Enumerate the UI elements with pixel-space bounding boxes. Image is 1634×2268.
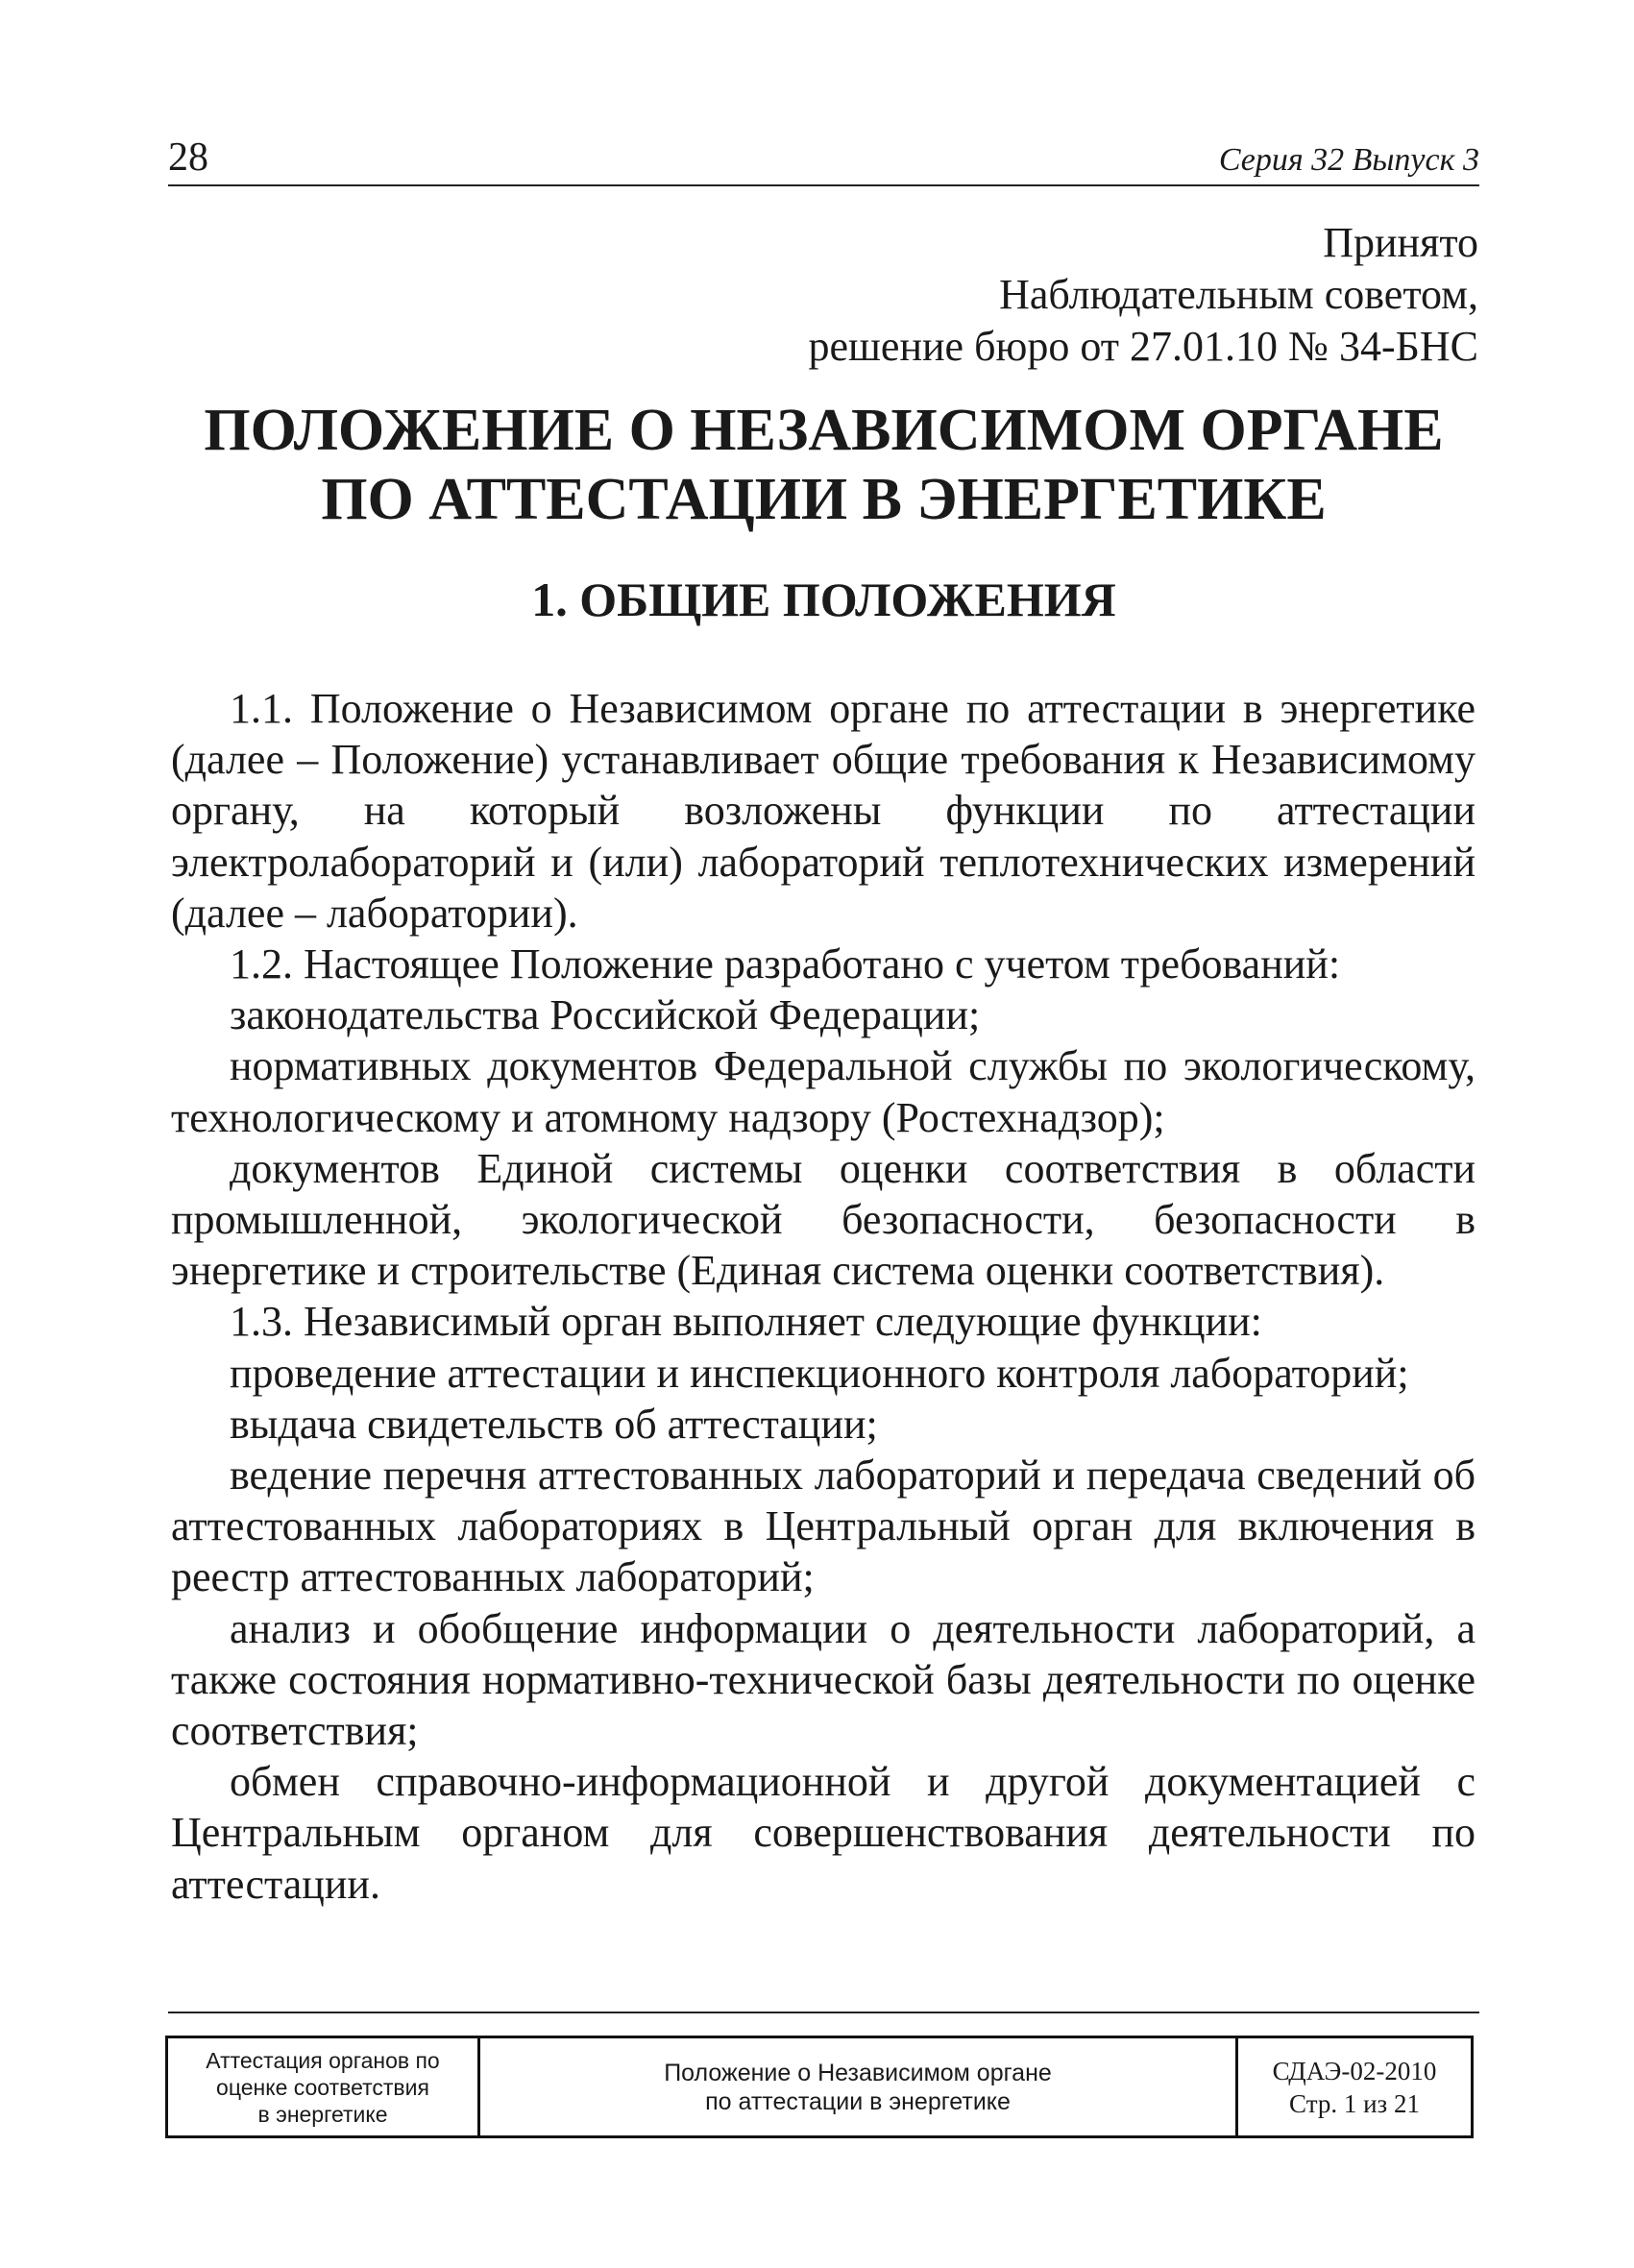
- paragraph: проведение аттестации и инспекционного контроля лабораторий;: [230, 1349, 1409, 1397]
- page-count: Стр. 1 из 21: [1289, 2088, 1420, 2118]
- title-line: ПО АТТЕСТАЦИИ В ЭНЕРГЕТИКЕ: [321, 467, 1327, 532]
- paragraph: законодательства Российской Федерации;: [230, 991, 981, 1039]
- footer-line: Аттестация органов по: [206, 2047, 440, 2073]
- paragraph: ведение перечня аттестованных лабораторий и передача сведений об аттестованных лабораториях в Центральный орган для включения в реестр аттестованных лабораторий;: [171, 1451, 1475, 1601]
- page-number: 28: [168, 135, 208, 180]
- paragraph: 1.3. Независимый орган выполняет следующие функции:: [230, 1298, 1262, 1346]
- approval-line: Принято: [1323, 219, 1478, 266]
- footer-code-cell: [1237, 2037, 1473, 2137]
- section-heading: 1. ОБЩИЕ ПОЛОЖЕНИЯ: [531, 573, 1116, 626]
- body-text: [171, 683, 1475, 1910]
- paragraph: обмен справочно-информационной и другой документацией с Центральным органом для совершенствования деятельности по аттестации.: [171, 1758, 1475, 1908]
- footer-title-cell: [479, 2037, 1237, 2137]
- approval-block: [809, 217, 1479, 373]
- paragraph: документов Единой системы оценки соответствия в области промышленной, экологической безопасности, безопасности в энергетике и строительстве (Единая система оценки соответствия).: [171, 1144, 1475, 1295]
- footer-category-cell: [167, 2037, 479, 2137]
- title-line: ПОЛОЖЕНИЕ О НЕЗАВИСИМОМ ОРГАНЕ: [204, 398, 1444, 463]
- document-code: СДАЭ-02-2010: [1272, 2056, 1437, 2085]
- running-header: [168, 134, 1479, 186]
- series-issue: Серия 32 Выпуск 3: [1218, 142, 1479, 178]
- document-footer-table: [165, 2036, 1474, 2138]
- paragraph: анализ и обобщение информации о деятельности лабораторий, а также состояния нормативно-технической базы деятельности по оценке соответствия;: [171, 1604, 1475, 1755]
- approval-line: Наблюдательным советом,: [999, 271, 1478, 318]
- footer-line: оценке соответствия: [216, 2074, 429, 2100]
- paragraph: выдача свидетельств об аттестации;: [230, 1400, 878, 1448]
- paragraph: нормативных документов Федеральной службы по экологическому, технологическому и атомному надзору (Ростехнадзор);: [171, 1042, 1475, 1141]
- paragraph: 1.1. Положение о Независимом органе по аттестации в энергетике (далее – Положение) устанавливает общие требования к Независимому органу, на который возложены функции по аттестации электролабораторий и (или) лабораторий теплотехнических измерений (далее – лаборатории).: [171, 685, 1475, 937]
- footer-line: по аттестации в энергетике: [705, 2087, 1011, 2115]
- approval-line: решение бюро от 27.01.10 № 34-БНС: [808, 323, 1478, 370]
- footer-line: в энергетике: [257, 2101, 388, 2127]
- footer-divider: [168, 2012, 1479, 2013]
- paragraph: 1.2. Настоящее Положение разработано с учетом требований:: [230, 940, 1341, 988]
- document-title: [168, 396, 1479, 534]
- footer-line: Положение о Независимом органе: [664, 2059, 1052, 2086]
